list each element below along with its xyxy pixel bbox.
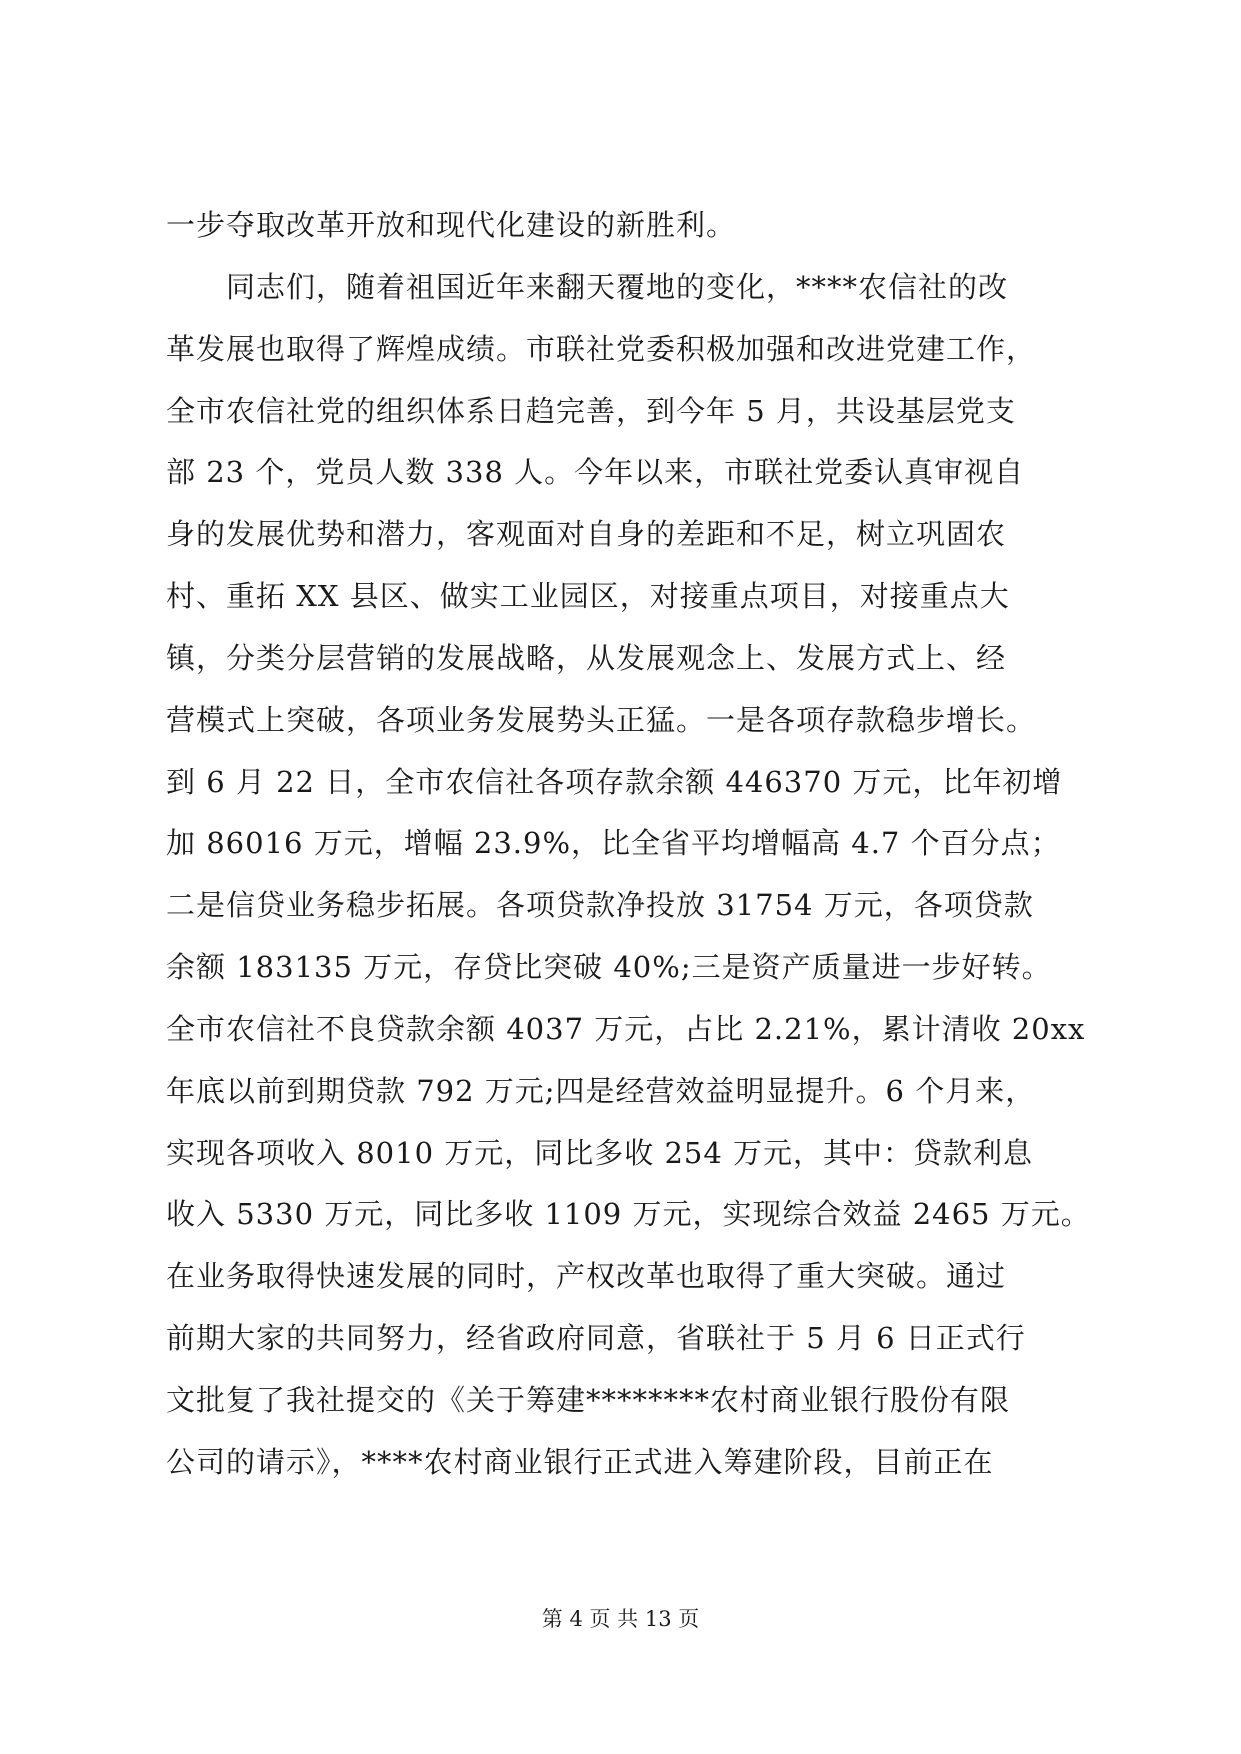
body-text-line: 年底以前到期贷款 792 万元;四是经营效益明显提升。6 个月来，	[166, 1074, 1036, 1108]
body-text-line: 收入 5330 万元，同比多收 1109 万元，实现综合效益 2465 万元。	[166, 1197, 1091, 1231]
body-text-line: 同志们，随着祖国近年来翻天覆地的变化，****农信社的改	[166, 270, 1009, 304]
body-text-line: 身的发展优势和潜力，客观面对自身的差距和不足，树立巩固农	[166, 517, 1007, 551]
body-text-line: 到 6 月 22 日，全市农信社各项存款余额 446370 万元，比年初增	[166, 765, 1063, 799]
body-text-line: 前期大家的共同努力，经省政府同意，省联社于 5 月 6 日正式行	[166, 1321, 1026, 1355]
body-text-line: 部 23 个，党员人数 338 人。今年以来，市联社党委认真审视自	[166, 455, 1025, 489]
body-text-line: 公司的请示》，****农村商业银行正式进入筹建阶段，目前正在	[166, 1445, 994, 1479]
page-number-footer: 第 4 页 共 13 页	[541, 1607, 700, 1631]
body-text-line: 文批复了我社提交的《关于筹建********农村商业银行股份有限	[166, 1383, 1011, 1417]
body-text-line: 革发展也取得了辉煌成绩。市联社党委积极加强和改进党建工作，	[166, 332, 1037, 366]
body-text-line: 镇，分类分层营销的发展战略，从发展观念上、发展方式上、经	[166, 641, 1007, 675]
body-text-line: 全市农信社不良贷款余额 4037 万元，占比 2.21%，累计清收 20xx	[166, 1012, 1086, 1046]
body-text-line: 营模式上突破，各项业务发展势头正猛。一是各项存款稳步增长。	[166, 703, 1037, 737]
body-text-line: 实现各项收入 8010 万元，同比多收 254 万元，其中：贷款利息	[166, 1136, 1034, 1170]
body-text-line: 村、重拓 XX 县区、做实工业园区，对接重点项目，对接重点大	[166, 579, 1010, 613]
body-text-line: 一步夺取改革开放和现代化建设的新胜利。	[166, 208, 737, 242]
body-text-line: 余额 183135 万元，存贷比突破 40%;三是资产质量进一步好转。	[166, 950, 1052, 984]
body-text-line: 加 86016 万元，增幅 23.9%，比全省平均增幅高 4.7 个百分点；	[166, 826, 1061, 860]
body-text-line: 在业务取得快速发展的同时，产权改革也取得了重大突破。通过	[166, 1259, 1007, 1293]
body-text-line: 全市农信社党的组织体系日趋完善，到今年 5 月，共设基层党支	[166, 394, 1016, 428]
body-text-line: 二是信贷业务稳步拓展。各项贷款净投放 31754 万元，各项贷款	[166, 888, 1034, 922]
